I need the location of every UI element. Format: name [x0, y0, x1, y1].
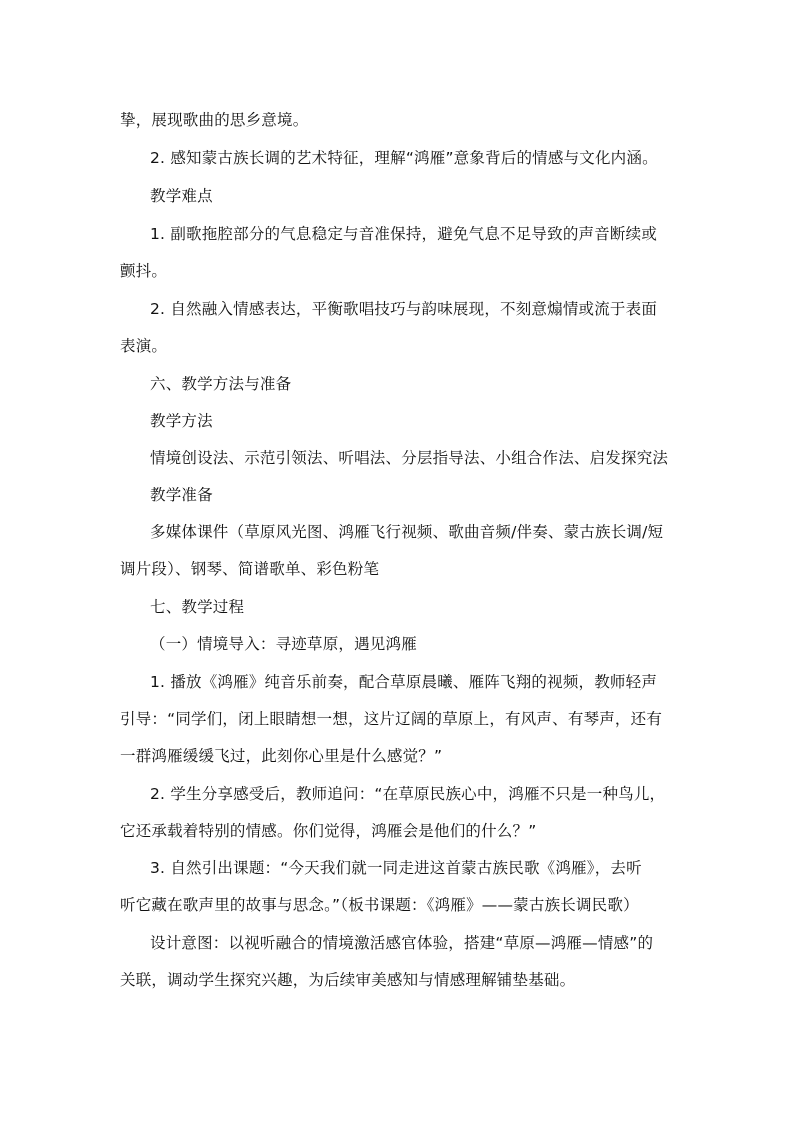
- text-line: 表演。: [120, 337, 168, 355]
- process-item-1: 1. 播放《鸿雁》纯音乐前奏，配合草原晨曦、雁阵飞翔的视频，教师轻声: [150, 673, 658, 691]
- subsection-heading-intro: （一）情境导入：寻迹草原，遇见鸿雁: [150, 635, 417, 653]
- difficulty-item-2: 2. 自然融入情感表达，平衡歌唱技巧与韵味展现，不刻意煽情或流于表面: [150, 300, 658, 318]
- text-line: 挚，展现歌曲的思乡意境。: [120, 111, 309, 129]
- subheading-methods: 教学方法: [150, 412, 213, 430]
- methods-list: 情境创设法、示范引领法、听唱法、分层指导法、小组合作法、启发探究法: [150, 449, 669, 467]
- process-item-3: 3. 自然引出课题：“今天我们就一同走进这首蒙古族民歌《鸿雁》，去听: [150, 859, 642, 877]
- section-heading-methods-prep: 六、教学方法与准备: [150, 375, 292, 393]
- text-line: 关联，调动学生探究兴趣，为后续审美感知与情感理解铺垫基础。: [120, 971, 576, 989]
- difficulty-item-1: 1. 副歌拖腔部分的气息稳定与音准保持，避免气息不足导致的声音断续或: [150, 225, 658, 243]
- text-line: 调片段）、钢琴、简谱歌单、彩色粉笔: [120, 560, 380, 578]
- goal-item-2: 2. 感知蒙古族长调的艺术特征，理解“鸿雁”意象背后的情感与文化内涵。: [150, 149, 658, 167]
- text-line: 颤抖。: [120, 262, 168, 280]
- process-item-2: 2. 学生分享感受后，教师追问：“在草原民族心中，鸿雁不只是一种鸟儿，: [150, 785, 666, 803]
- design-intent: 设计意图：以视听融合的情境激活感官体验，搭建“草原—鸿雁—情感”的: [150, 934, 654, 952]
- subheading-preparation: 教学准备: [150, 486, 213, 504]
- text-line: 听它藏在歌声里的故事与思念。”（板书课题：《鸿雁》——蒙古族长调民歌）: [120, 896, 639, 914]
- text-line: 它还承载着特别的情感。你们觉得，鸿雁会是他们的什么？”: [120, 822, 537, 840]
- section-heading-difficulties: 教学难点: [150, 187, 213, 205]
- preparation-list: 多媒体课件（草原风光图、鸿雁飞行视频、歌曲音频/伴奏、蒙古族长调/短: [150, 523, 664, 541]
- text-line: 引导：“同学们，闭上眼睛想一想，这片辽阔的草原上，有风声、有琴声，还有: [120, 710, 663, 728]
- text-line: 一群鸿雁缓缓飞过，此刻你心里是什么感觉？”: [120, 747, 443, 765]
- section-heading-process: 七、教学过程: [150, 598, 245, 616]
